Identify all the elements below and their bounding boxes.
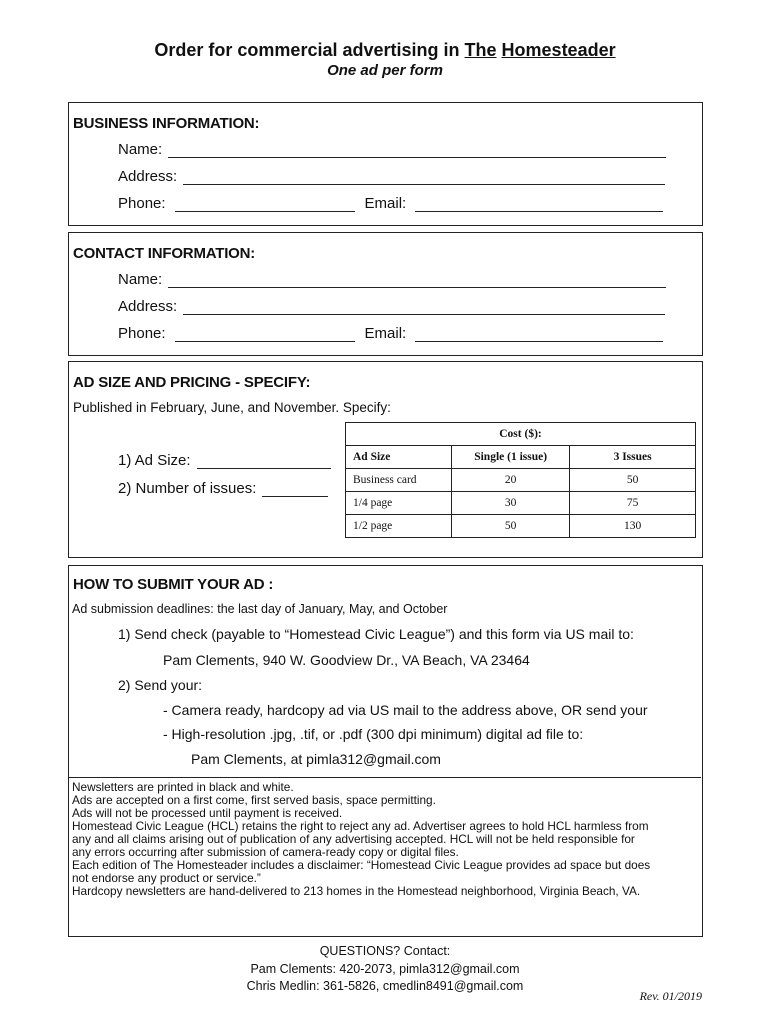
contact-email-label: Email: bbox=[364, 325, 407, 342]
title-the: The bbox=[464, 40, 497, 60]
column-header-single: Single (1 issue) bbox=[452, 446, 570, 469]
contact-email-field[interactable] bbox=[415, 327, 663, 342]
submit-section bbox=[68, 565, 703, 937]
column-header-three-issues: 3 Issues bbox=[570, 446, 696, 469]
pricing-table bbox=[345, 422, 696, 538]
contact-chris: Chris Medlin: 361-5826, cmedlin8491@gmail.com bbox=[246, 979, 524, 993]
submission-deadlines: Ad submission deadlines: the last day of January, May, and October bbox=[72, 602, 448, 616]
note-line: Each edition of The Homesteader includes a disclaimer: “Homestead Civic League provides ad space but does bbox=[72, 858, 651, 872]
contact-name-row bbox=[118, 271, 666, 288]
submit-step-1: 1) Send check (payable to “Homestead Civic League”) and this form via US mail to: bbox=[118, 626, 634, 642]
submit-option-hardcopy: - Camera ready, hardcopy ad via US mail to the address above, OR send your bbox=[163, 702, 648, 718]
business-phone-label: Phone: bbox=[118, 195, 166, 212]
row-business-card-three: 50 bbox=[570, 469, 696, 492]
business-name-field[interactable] bbox=[168, 143, 666, 158]
ad-size-heading: AD SIZE AND PRICING - SPECIFY: bbox=[73, 374, 311, 391]
business-email-label: Email: bbox=[364, 195, 407, 212]
column-header-ad-size: Ad Size bbox=[346, 446, 452, 469]
page-title bbox=[0, 40, 770, 61]
business-phone-row bbox=[118, 195, 663, 212]
questions-heading: QUESTIONS? Contact: bbox=[319, 944, 451, 958]
business-address-row bbox=[118, 168, 665, 185]
note-line: Newsletters are printed in black and white. bbox=[72, 780, 294, 794]
ad-size-section bbox=[68, 361, 703, 558]
submit-heading: HOW TO SUBMIT YOUR AD : bbox=[73, 576, 274, 593]
contact-name-label: Name: bbox=[118, 271, 163, 288]
pricing-table-cost-header-row bbox=[346, 423, 696, 446]
contact-address-field[interactable] bbox=[183, 300, 665, 315]
row-quarter-page-size: 1/4 page bbox=[346, 492, 452, 515]
pricing-table-header-row bbox=[346, 446, 696, 469]
contact-pam: Pam Clements: 420-2073, pimla312@gmail.com bbox=[250, 962, 520, 976]
contact-name-field[interactable] bbox=[168, 273, 666, 288]
ad-size-row bbox=[118, 452, 331, 469]
table-row bbox=[346, 515, 696, 538]
table-row bbox=[346, 469, 696, 492]
note-line: not endorse any product or service.” bbox=[72, 871, 261, 885]
issues-label: 2) Number of issues: bbox=[118, 480, 257, 497]
row-half-page-three: 130 bbox=[570, 515, 696, 538]
row-half-page-size: 1/2 page bbox=[346, 515, 452, 538]
row-quarter-page-single: 30 bbox=[452, 492, 570, 515]
title-newsletter-name: Homesteader bbox=[501, 40, 616, 60]
note-line: Hardcopy newsletters are hand-delivered to 213 homes in the Homestead neighborhood, Virginia Beach, VA. bbox=[72, 884, 641, 898]
submit-step-2: 2) Send your: bbox=[118, 677, 203, 693]
business-email-field[interactable] bbox=[415, 197, 663, 212]
note-line: Ads will not be processed until payment is received. bbox=[72, 806, 343, 820]
contact-phone-label: Phone: bbox=[118, 325, 166, 342]
page-subtitle: One ad per form bbox=[327, 62, 443, 79]
note-line: Homestead Civic League (HCL) retains the right to reject any ad. Advertiser agrees to hold HCL harmless from bbox=[72, 819, 649, 833]
note-line: Ads are accepted on a first come, first served basis, space permitting. bbox=[72, 793, 436, 807]
business-name-label: Name: bbox=[118, 141, 163, 158]
contact-phone-field[interactable] bbox=[175, 327, 355, 342]
row-quarter-page-three: 75 bbox=[570, 492, 696, 515]
publication-schedule: Published in February, June, and November. Specify: bbox=[73, 400, 391, 415]
note-line: any and all claims arising out of publication of any advertising accepted. HCL will not be held responsible for bbox=[72, 832, 635, 846]
business-phone-field[interactable] bbox=[175, 197, 355, 212]
business-heading: BUSINESS INFORMATION: bbox=[73, 115, 260, 132]
business-name-row bbox=[118, 141, 666, 158]
ad-size-label: 1) Ad Size: bbox=[118, 452, 191, 469]
cost-header: Cost ($): bbox=[346, 423, 696, 446]
revision-date: Rev. 01/2019 bbox=[639, 989, 702, 1003]
submit-option-digital: - High-resolution .jpg, .tif, or .pdf (300 dpi minimum) digital ad file to: bbox=[163, 726, 584, 742]
submit-email-line: Pam Clements, at pimla312@gmail.com bbox=[191, 751, 441, 767]
row-business-card-single: 20 bbox=[452, 469, 570, 492]
contact-heading: CONTACT INFORMATION: bbox=[73, 245, 256, 262]
issues-row bbox=[118, 480, 328, 497]
title-prefix: Order for commercial advertising in bbox=[154, 40, 465, 60]
row-half-page-single: 50 bbox=[452, 515, 570, 538]
contact-phone-row bbox=[118, 325, 663, 342]
contact-information-section bbox=[68, 232, 703, 356]
business-information-section bbox=[68, 102, 703, 226]
mailing-address: Pam Clements, 940 W. Goodview Dr., VA Beach, VA 23464 bbox=[163, 652, 530, 668]
business-address-label: Address: bbox=[118, 168, 178, 185]
business-address-field[interactable] bbox=[183, 170, 665, 185]
issues-field[interactable] bbox=[262, 482, 328, 497]
contact-address-row bbox=[118, 298, 665, 315]
row-business-card-size: Business card bbox=[346, 469, 452, 492]
notes-box bbox=[69, 777, 701, 937]
table-row bbox=[346, 492, 696, 515]
ad-size-field[interactable] bbox=[197, 454, 331, 469]
contact-address-label: Address: bbox=[118, 298, 178, 315]
note-line: any errors occurring after submission of camera-ready copy or digital files. bbox=[72, 845, 459, 859]
